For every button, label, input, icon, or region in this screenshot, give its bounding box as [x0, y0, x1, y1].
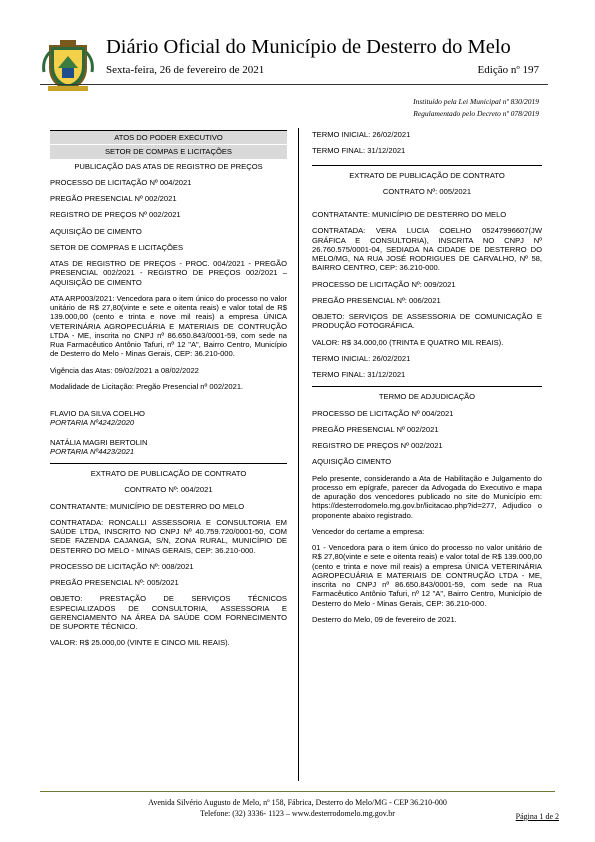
auction-number: PREGÃO PRESENCIAL Nº: 006/2021 — [312, 295, 441, 305]
process-number: PROCESSO DE LICITAÇÃO Nº 004/2021 — [50, 177, 192, 187]
process-number: PROCESSO DE LICITAÇÃO Nº 004/2021 — [312, 408, 454, 418]
modality-line: Modalidade de Licitação: Pregão Presencial nº 002/2021. — [50, 381, 244, 391]
contracting-party: CONTRATANTE: MUNICÍPIO DE DESTERRO DO MELO — [50, 501, 245, 511]
newspaper-title: Diário Oficial do Município de Desterro do Melo — [106, 36, 511, 58]
object-line: AQUISIÇÃO CIMENTO — [312, 457, 392, 467]
contracted-party: CONTRATADA: RONCALLI ASSESSORIA E CONSULTORIA EM SAÚDE LTDA, INSCRITO NO CNPJ Nº 40.759.720/0001-50, COM SEDE FAZENDA CAJANGA, S/N, ZONA RURAL, MUNICÍPIO DE DESTERRO DO MELO - MINAS GERAIS, CEP: 36.210-000. — [50, 517, 287, 555]
validity-line: Vigência das Atas: 09/02/2021 a 08/02/2022 — [50, 365, 199, 375]
minutes-body: ATA ARP003/2021: Vencedora para o item único do processo no valor unitário de R$ 27,80(vinte e sete e oitenta reais) e valor total de R$ 139.000,00 (cento e trinta e nove mil reais) a empresa ÚNICA VETERINÁRIA AGROPECUÁRIA E MATERIAIS DE CONTRUÇÃO LTDA - ME, inscrita no CNPJ nº 86.650.843/0001-59, com sede na Rua Farmacêutico Antônio Tafuri, nº 12 "A", Bairro Centro, Município de Desterro do Melo - Minas Gerais, CEP: 36.210-000. — [50, 293, 287, 359]
contract-value: VALOR: R$ 25.000,00 (VINTE E CINCO MIL REAIS). — [50, 638, 230, 648]
price-registry-number: REGISTRO DE PREÇOS Nº 002/2021 — [50, 210, 181, 220]
auction-number: PREGÃO PRESENCIAL Nº 002/2021 — [50, 194, 177, 203]
footer-address: Avenida Silvério Augusto de Melo, nº 158, Fábrica, Desterro do Melo/MG - CEP 36.210-000 — [148, 798, 447, 807]
contract-object: OBJETO: PRESTAÇÃO DE SERVIÇOS TÉCNICOS ESPECIALIZADOS DE CONSULTORIA, ASSESSORIA E GERENCIAMENTO NA ÁREA DA SAÚDE COM FORNECIMENTO DE SUPORTE TÉCNICO. — [50, 594, 287, 631]
process-number: PROCESSO DE LICITAÇÃO Nº: 008/2021 — [50, 561, 194, 571]
department-line: SETOR DE COMPRAS E LICITAÇÕES — [50, 242, 184, 252]
auction-number: PREGÃO PRESENCIAL Nº: 005/2021 — [50, 578, 179, 587]
page-number: Página 1 de 2 — [515, 812, 559, 821]
signature-role: PORTARIA Nº4423/2021 — [50, 446, 135, 456]
start-term: TERMO INICIAL: 26/02/2021 — [312, 130, 411, 139]
header-rule — [40, 84, 548, 85]
issue-date: Sexta-feira, 26 de fevereiro de 2021 — [106, 64, 265, 76]
place-date: Desterro do Melo, 09 de fevereiro de 2021. — [312, 614, 457, 624]
contract-heading: EXTRATO DE PUBLICAÇÃO DE CONTRATO — [50, 463, 287, 478]
footer-rule — [40, 791, 555, 792]
right-column — [312, 130, 542, 631]
edition-number: Edição nº 197 — [477, 64, 539, 76]
decree-note: Regulamentado pelo Decreto nº 078/2019 — [413, 109, 539, 118]
adjudication-body: Pelo presente, considerando a Ata de Habilitação e Julgamento do processo em epígrafe, parecer da Advogada do Executivo e mapa de apuração dos vencedores publicado no site do Município em: https://desterrodomelo.mg.gov.br/licitacao.php?id=277, Adjudico o proponente abaixo registrado. — [312, 473, 542, 520]
adjudication-heading: TERMO DE ADJUDICAÇÃO — [312, 386, 542, 401]
contract-value: VALOR: R$ 34.000,00 (TRINTA E QUATRO MIL REAIS). — [312, 337, 504, 347]
signature-role: PORTARIA Nº4242/2020 — [50, 418, 135, 428]
footer-contact: Telefone: (32) 3336- 1123 – www.desterrodomelo.mg.gov.br — [200, 809, 395, 818]
contracted-party: CONTRATADA: VERA LUCIA COELHO 05247996607(JW GRÁFICA E CONSULTORIA), INSCRITA NO CNPJ Nº 26.760.575/0001-04, SEDIADA NA CIDADE DE DESTERRO DO MELO/MG, NA RUA JOSÉ RODRIGUES DE CARVALHO, Nº 58, BAIRRO CENTRO, CEP: 36.210-000. — [312, 226, 542, 273]
winner-details: 01 - Vencedora para o item único do processo no valor unitário de R$ 27,80(vinte e sete e oitenta reais) e valor total de R$ 139.000,00 (cento e trinta e nove mil reais) a empresa ÚNICA VETERINÁRIA AGROPECUÁRIA E MATERIAIS DE CONTRUÇÃO LTDA - ME, inscrita no CNPJ nº 86.650.843/0001-59, com sede na Rua Farmacêutico Antônio Tafuri, nº 12 "A", Bairro Centro, Município de Desterro do Melo - Minas Gerais, CEP: 36.210-000. — [312, 543, 542, 608]
section-subheading: SETOR DE COMPAS E LICITAÇÕES — [50, 144, 287, 158]
contract-heading: EXTRATO DE PUBLICAÇÃO DE CONTRATO — [312, 165, 542, 180]
contract-number: CONTRATO Nº: 004/2021 — [124, 485, 213, 495]
minutes-title: ATAS DE REGISTRO DE PREÇOS - PROC. 004/2021 - PREGÃO PRESENCIAL 002/2021 - REGISTRO DE PREÇOS 002/2021 – AQUISIÇÃO DE CIMENTO — [50, 259, 287, 287]
start-term: TERMO INICIAL: 26/02/2021 — [312, 353, 411, 363]
signature-name: FLAVIO DA SILVA COELHO — [50, 409, 145, 418]
winner-intro: Vencedor do certame a empresa: — [312, 526, 425, 536]
section-heading: ATOS DO PODER EXECUTIVO — [50, 130, 287, 144]
column-divider — [298, 128, 299, 781]
signature-name: NATÁLIA MAGRI BERTOLIN — [50, 437, 148, 447]
contracting-party: CONTRATANTE: MUNICÍPIO DE DESTERRO DO MELO — [312, 210, 507, 219]
municipal-coat-of-arms-icon — [40, 38, 96, 94]
contract-number: CONTRATO Nº: 005/2021 — [382, 186, 472, 196]
end-term: TERMO FINAL: 31/12/2021 — [312, 146, 406, 156]
price-registry-number: REGISTRO DE PREÇOS Nº 002/2021 — [312, 441, 443, 450]
object-line: AQUISIÇÃO DE CIMENTO — [50, 226, 142, 236]
auction-number: PREGÃO PRESENCIAL Nº 002/2021 — [312, 424, 439, 434]
end-term: TERMO FINAL: 31/12/2021 — [312, 370, 406, 379]
publication-heading: PUBLICAÇÃO DAS ATAS DE REGISTRO DE PREÇOS — [74, 161, 263, 171]
process-number: PROCESSO DE LICITAÇÃO Nº: 009/2021 — [312, 279, 456, 289]
law-note: Instituído pela Lei Municipal nº 830/2019 — [413, 97, 539, 106]
left-column — [50, 130, 287, 655]
contract-object: OBJETO: SERVIÇOS DE ASSESSORIA DE COMUNICAÇÃO E PRODUÇÃO FOTOGRÁFICA. — [312, 312, 542, 331]
